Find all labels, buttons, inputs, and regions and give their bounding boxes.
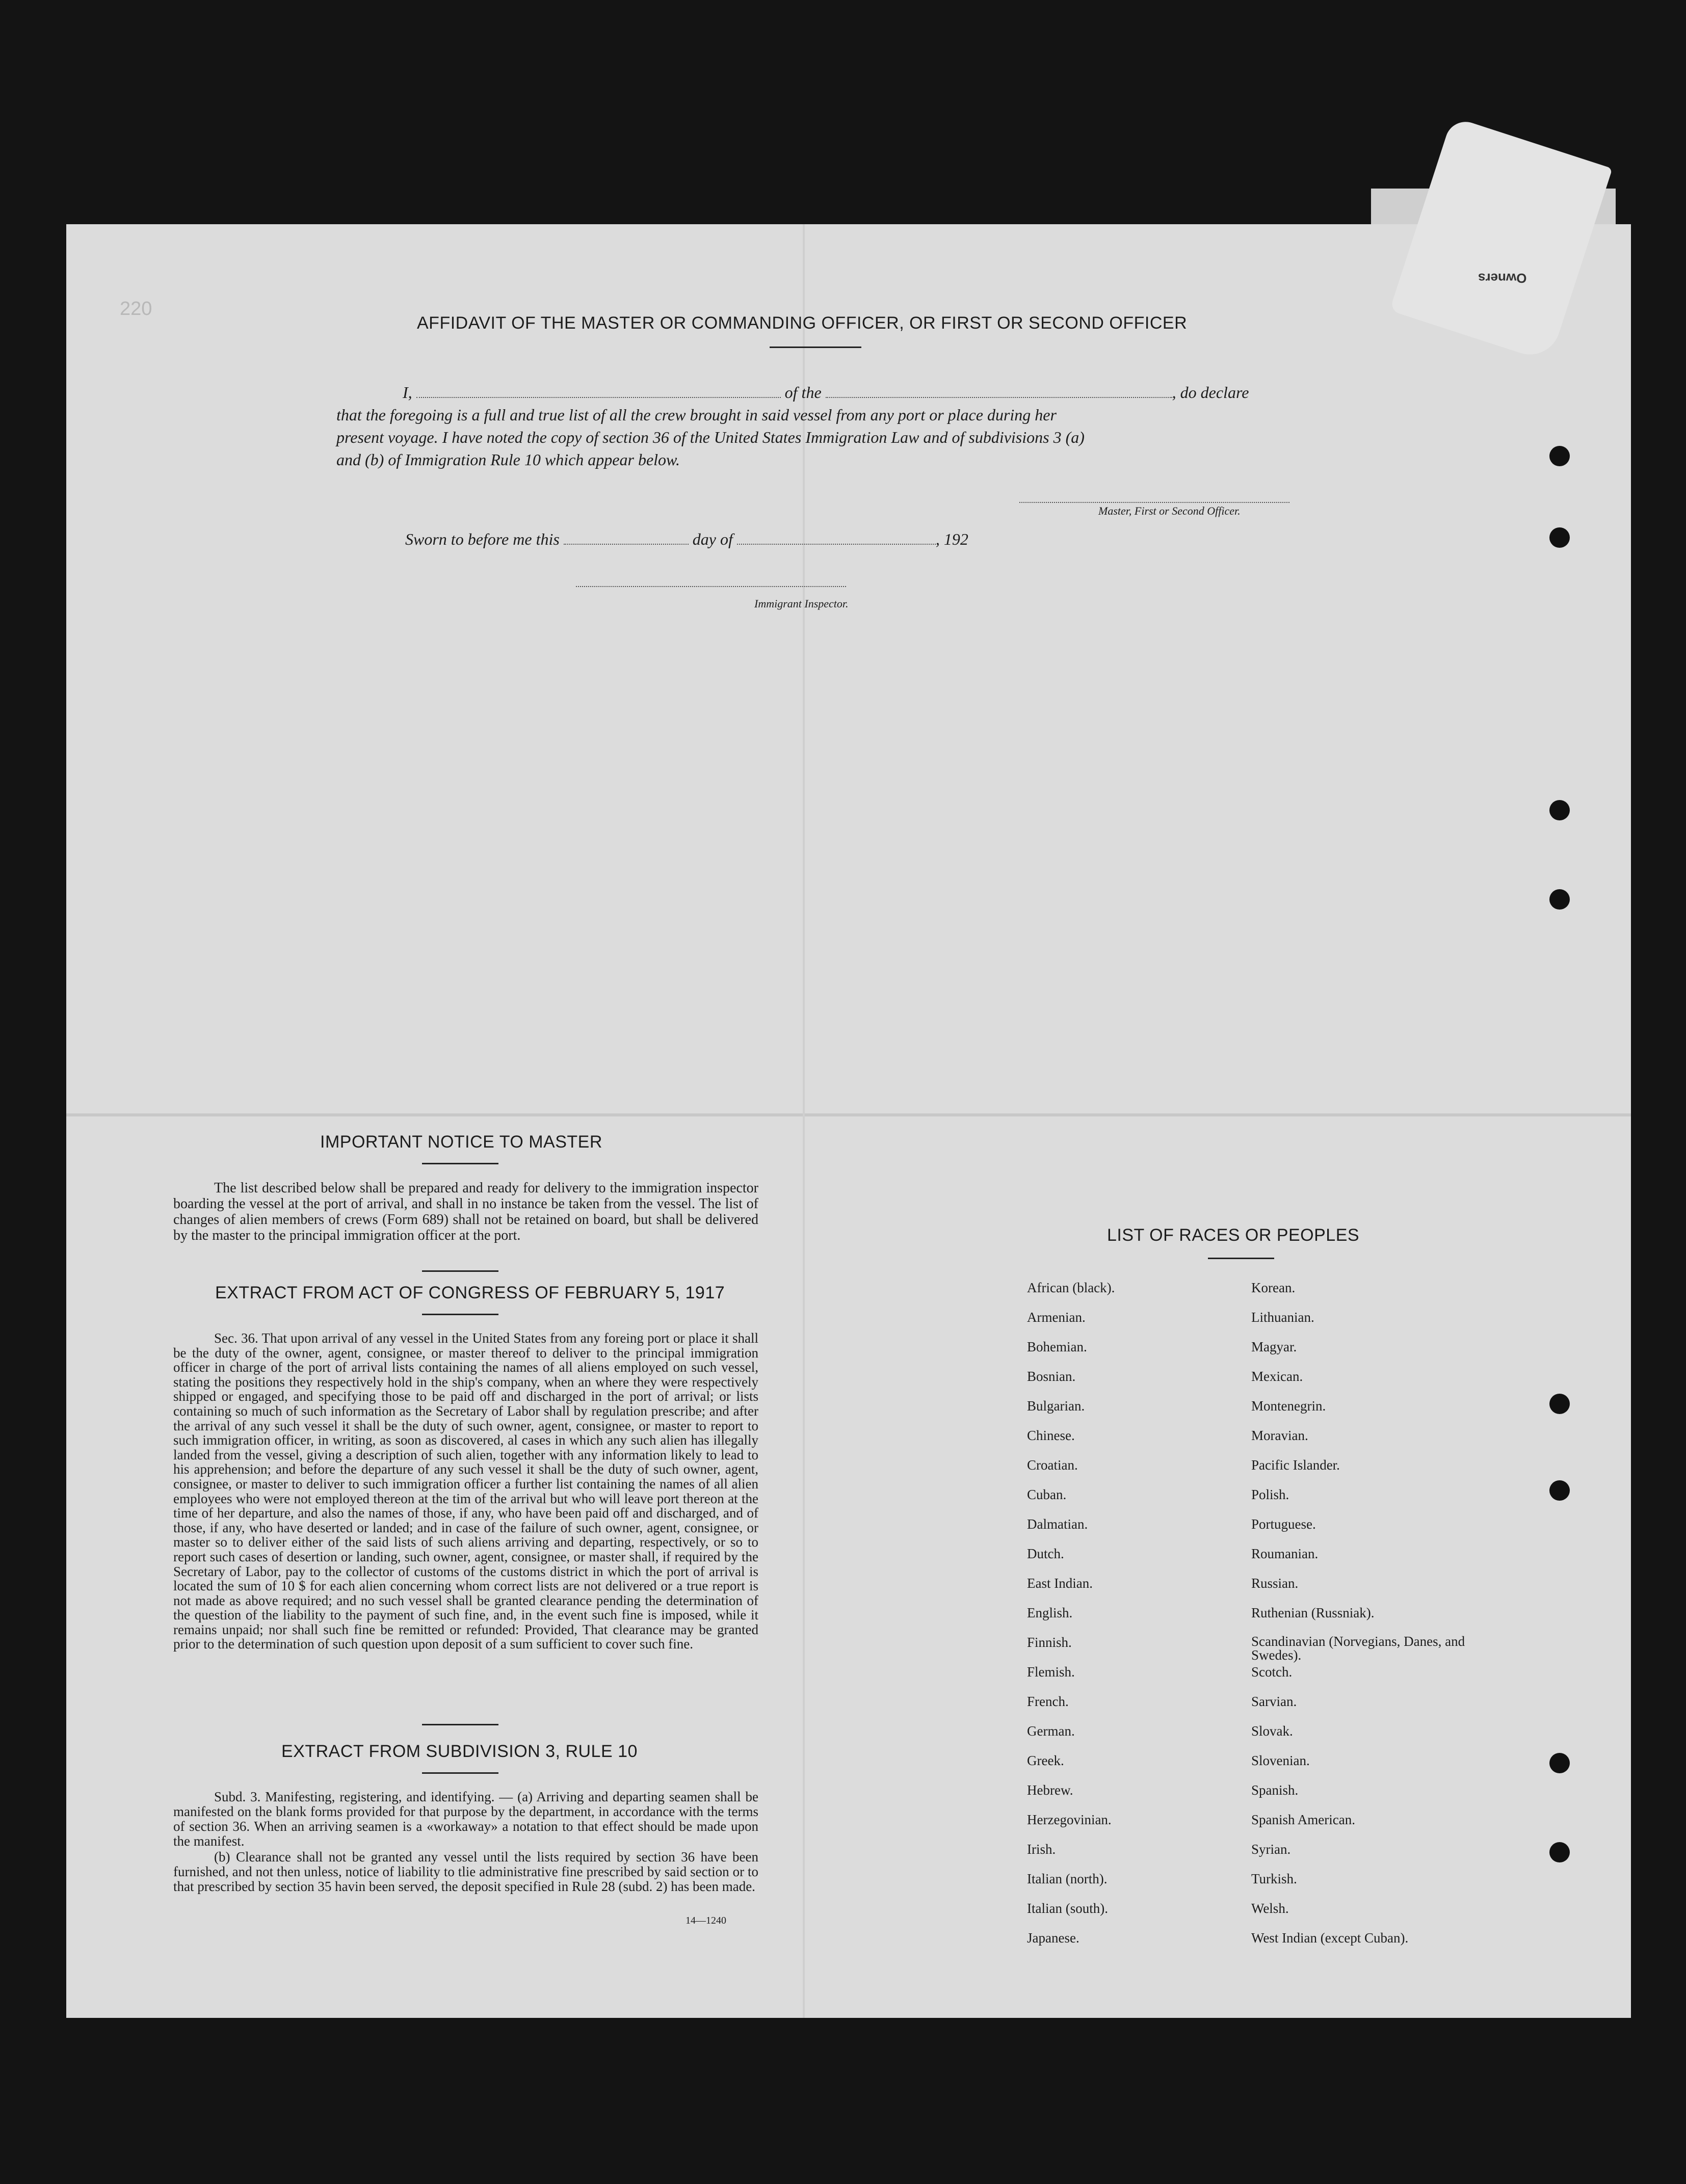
race-item: English. [1027, 1605, 1073, 1620]
name-field[interactable] [416, 397, 781, 398]
race-item: Polish. [1251, 1487, 1289, 1502]
act-rule [422, 1314, 498, 1315]
affidavit-line-3: present voyage. I have noted the copy of section 36 of the United States Immigration Law and of subdivisions 3 (a) [336, 428, 1085, 446]
race-item: Lithuanian. [1251, 1310, 1314, 1325]
race-item: Bohemian. [1027, 1339, 1087, 1354]
affidavit-line-4: and (b) of Immigration Rule 10 which appear below. [336, 450, 680, 469]
race-item: Moravian. [1251, 1428, 1308, 1443]
race-item: West Indian (except Cuban). [1251, 1930, 1409, 1946]
act-text: Sec. 36. That upon arrival of any vessel in the United States from any foreing port or place it shall be the duty of the owner, agent, consignee, or master thereof to deliver to the principal immigration officer in charge of the port of arrival lists containing the names of all aliens employed on such vessel, stating the positions they respectively hold in the ship's company, when an where they were respectively shipped or engaged, and specifying those to be paid off and discharged in the port of arrival; or lists containing so much of such information as the Secretary of Labor shall by regulation prescribe; and after the arrival of any such vessel it shall be the duty of such owner, agent, consignee, or master to report to such immigration officer, in writing, as soon as discovered, al cases in which any such alien has illegally landed from the vessel, giving a description of such alien, together with any information likely to lead to his apprehension; and before the departure of any such vessel it shall be the duty of such owner, agent, consignee, or master to deliver to such immigration officer a further list containing the names of all alien employees who were not employed thereon at the tim of the arrival but who will leave port thereon at the time of her departure, and also the names of those, if any, who have been paid off and discharged, and of those, if any, who have deserted or landed; and in case of the failure of such owner, agent, consignee, or master so to deliver either of the said lists of such aliens arriving and departing, respectively, or so to report such cases of desertion or landing, such owner, agent, consignee, or master shall, if required by the Secretary of Labor, pay to the collector of customs of the customs district in which the port of arrival is located the sum of 10 $ for each alien concerning whom correct lists are not delivered or a true report is not made as above required; and no such vessel shall be granted clearance pending the determination of the question of the liability to the payment of such fine, and, in the event such fine is imposed, while it remains unpaid; nor shall such fine be remitted or refunded: Provided, That clearance may be granted prior to the determination of such question upon deposit of a sum sufficient to cover such fine. [173, 1330, 758, 1652]
race-item: Cuban. [1027, 1487, 1067, 1502]
inspector-signature-label: Immigrant Inspector. [754, 597, 849, 610]
race-item: Slovenian. [1251, 1753, 1310, 1768]
month-field[interactable] [737, 544, 936, 545]
sworn-line [405, 530, 968, 549]
form-number: 14—1240 [686, 1915, 726, 1926]
race-item: Russian. [1251, 1576, 1299, 1591]
rule-rule-top [422, 1724, 498, 1725]
rule-text-b: (b) Clearance shall not be granted any vessel until the lists required by section 36 have been furnished, and not then unless, notice of liability to tlie administrative fine prescribed by said section or to that prescribed by section 35 havin been served, the deposit specified in Rule 28 (subd. 2) has been made. [173, 1849, 758, 1894]
race-item: Armenian. [1027, 1310, 1086, 1325]
of-the-label: of the [784, 383, 822, 402]
race-item: Hebrew. [1027, 1782, 1073, 1798]
race-item: Italian (south). [1027, 1901, 1108, 1916]
race-item: Japanese. [1027, 1930, 1079, 1946]
rule-text-a: Subd. 3. Manifesting, registering, and identifying. — (a) Arriving and departing seamen shall be manifested on the blank forms provided for that purpose by the department, in accordance with the terms of section 36. When an arriving seamen is a «workaway» a notation to that effect should be made upon the manifest. [173, 1789, 758, 1849]
races-rule [1208, 1258, 1274, 1259]
race-item: Croatian. [1027, 1457, 1078, 1473]
races-column-1 [1027, 1280, 1115, 1960]
race-item: Spanish American. [1251, 1812, 1355, 1827]
race-item: Magyar. [1251, 1339, 1297, 1354]
race-item: Dutch. [1027, 1546, 1064, 1561]
affidavit-title: AFFIDAVIT OF THE MASTER OR COMMANDING OFFICER, OR FIRST OR SECOND OFFICER [417, 313, 1188, 333]
race-item: East Indian. [1027, 1576, 1093, 1591]
page-number: 220 [120, 298, 152, 319]
i-label: I, [403, 383, 412, 402]
race-item: Portuguese. [1251, 1516, 1316, 1532]
race-item: Slovak. [1251, 1723, 1293, 1739]
sworn-label: Sworn to before me this [405, 530, 560, 548]
race-item: Korean. [1251, 1280, 1296, 1295]
rule-title: EXTRACT FROM SUBDIVISION 3, RULE 10 [281, 1742, 638, 1761]
race-item: Bosnian. [1027, 1369, 1076, 1384]
race-item: Sarvian. [1251, 1694, 1297, 1709]
race-item: French. [1027, 1694, 1069, 1709]
race-item: Italian (north). [1027, 1871, 1108, 1886]
race-item: Dalmatian. [1027, 1516, 1088, 1532]
vessel-field[interactable] [826, 397, 1172, 398]
race-item: German. [1027, 1723, 1075, 1739]
race-item: Flemish. [1027, 1664, 1075, 1680]
day-field[interactable] [564, 544, 689, 545]
race-item: Syrian. [1251, 1842, 1291, 1857]
rule-rule [422, 1772, 498, 1774]
fold-line [803, 224, 805, 2018]
race-item: Montenegrin. [1251, 1398, 1326, 1414]
race-item: Greek. [1027, 1753, 1064, 1768]
race-item: African (black). [1027, 1280, 1115, 1295]
master-signature-label: Master, First or Second Officer. [1098, 504, 1241, 517]
race-item: Scandinavian (Norvegians, Danes, and Swedes). [1251, 1634, 1465, 1663]
master-signature-field[interactable] [1019, 502, 1289, 503]
corner-label: Owners [1478, 271, 1527, 286]
race-item: Finnish. [1027, 1635, 1072, 1650]
race-item: Bulgarian. [1027, 1398, 1085, 1414]
race-item: Spanish. [1251, 1782, 1299, 1798]
race-item: Scotch. [1251, 1664, 1293, 1680]
do-declare-label: , do declare [1172, 383, 1249, 402]
affidavit-line-1 [403, 383, 1249, 402]
notice-text: The list described below shall be prepared and ready for delivery to the immigration inspector boarding the vessel at the port of arrival, and shall in no instance be taken from the vessel. The list of changes of alien members of crews (Form 689) shall not be retained on board, but shall be delivered by the master to the principal immigration officer at the port. [173, 1180, 758, 1243]
notice-rule [422, 1163, 498, 1164]
races-title: LIST OF RACES OR PEOPLES [1107, 1226, 1360, 1245]
fold-line [66, 1113, 1631, 1116]
race-item: Roumanian. [1251, 1546, 1319, 1561]
year-label: , 192 [935, 530, 968, 548]
race-item: Ruthenian (Russniak). [1251, 1605, 1375, 1620]
title-rule [770, 347, 861, 348]
day-of-label: day of [692, 530, 733, 548]
inspector-signature-field[interactable] [576, 586, 846, 587]
notice-title: IMPORTANT NOTICE TO MASTER [320, 1132, 602, 1152]
race-item: Irish. [1027, 1842, 1056, 1857]
act-title: EXTRACT FROM ACT OF CONGRESS OF FEBRUARY 5, 1917 [215, 1283, 725, 1302]
race-item: Pacific Islander. [1251, 1457, 1340, 1473]
race-item: Welsh. [1251, 1901, 1289, 1916]
race-item: Herzegovinian. [1027, 1812, 1112, 1827]
act-rule-top [422, 1270, 498, 1272]
affidavit-line-2: that the foregoing is a full and true list of all the crew brought in said vessel from any port or place during her [336, 406, 1057, 424]
race-item: Chinese. [1027, 1428, 1075, 1443]
races-column-2 [1251, 1280, 1465, 1960]
race-item: Turkish. [1251, 1871, 1297, 1886]
race-item: Mexican. [1251, 1369, 1303, 1384]
